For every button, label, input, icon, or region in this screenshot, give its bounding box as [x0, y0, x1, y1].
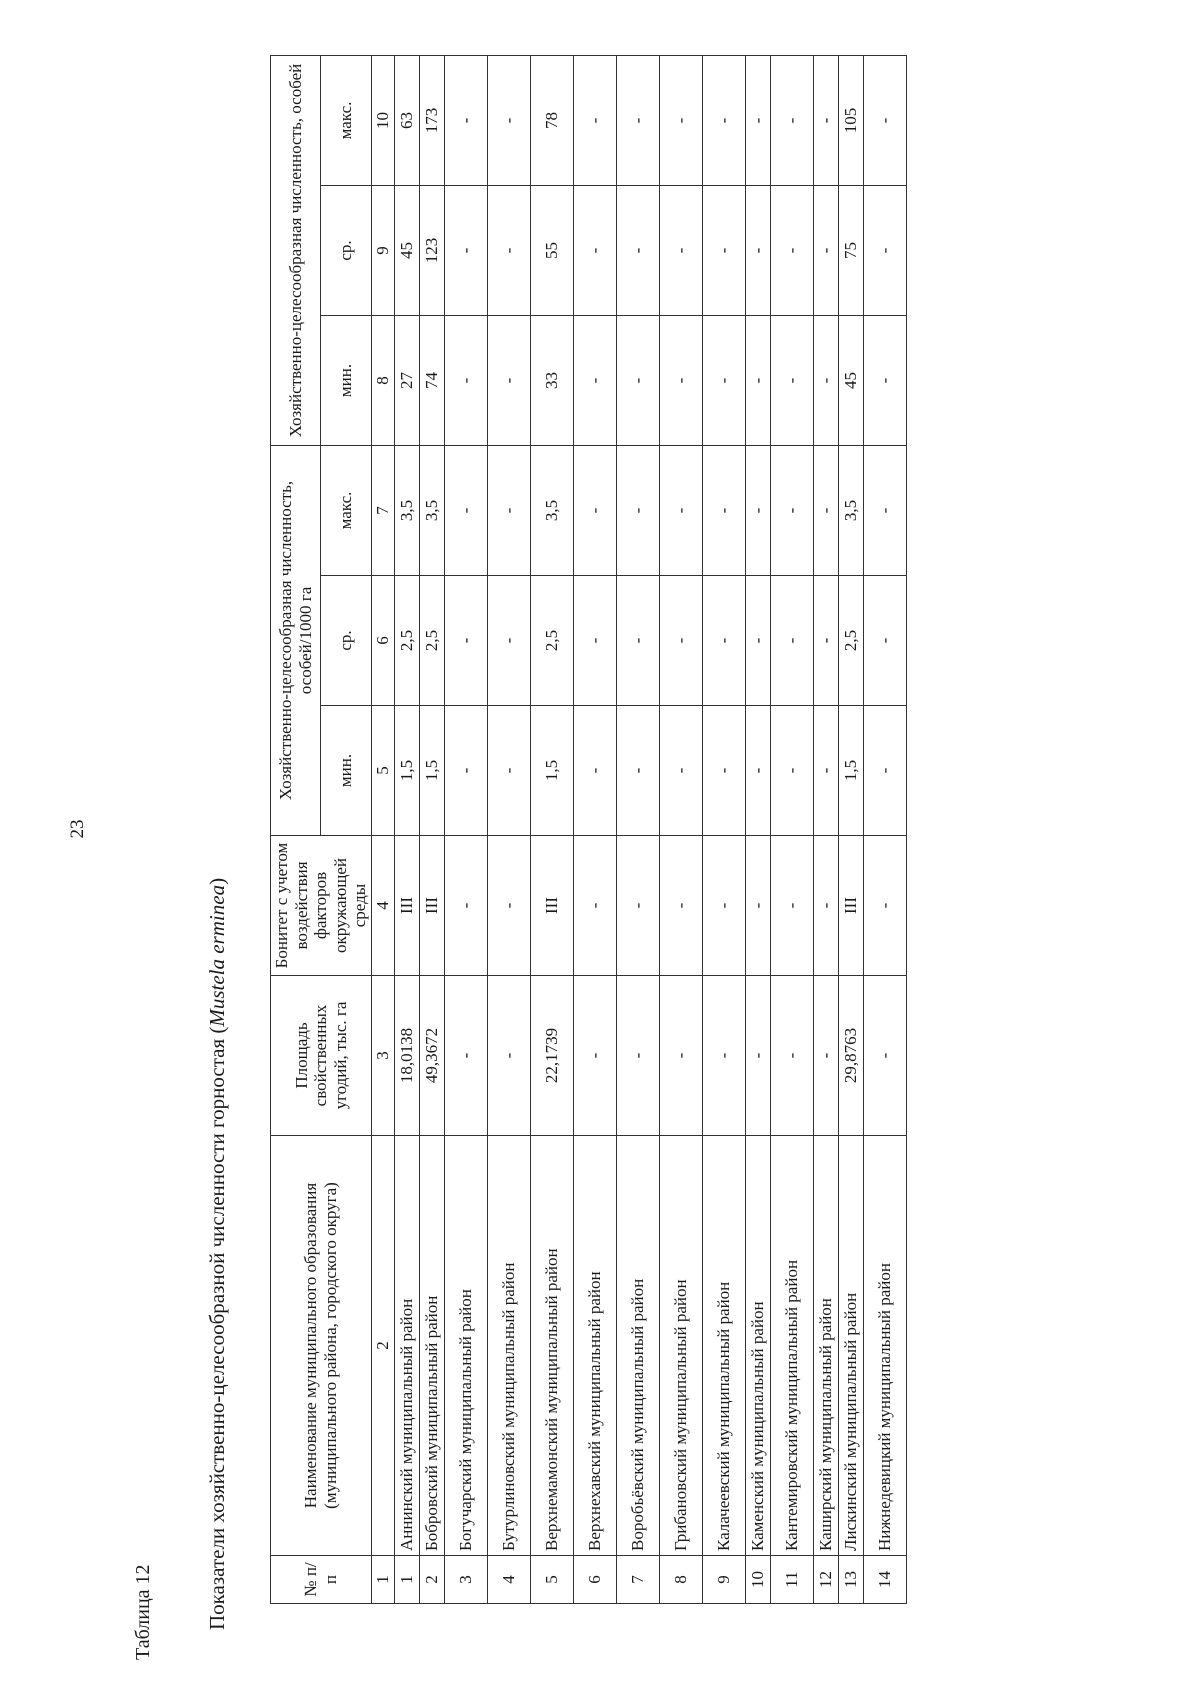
cell-bonitet: - — [444, 836, 487, 976]
cell-density-min: - — [487, 706, 530, 836]
cell-density-max: - — [659, 446, 702, 576]
cell-name: Каширский муниципальный район — [813, 1136, 838, 1556]
cell-bonitet: - — [487, 836, 530, 976]
cell-num: 8 — [659, 1556, 702, 1604]
cell-name: Бобровский муниципальный район — [419, 1136, 444, 1556]
cell-num: 9 — [702, 1556, 745, 1604]
cell-num: 12 — [813, 1556, 838, 1604]
cell-density-min: - — [745, 706, 770, 836]
cell-density-avg: - — [813, 576, 838, 706]
cell-count-min: - — [770, 316, 813, 446]
cell-density-avg: - — [573, 576, 616, 706]
table-row — [573, 55, 616, 1603]
title-suffix: ) — [205, 877, 229, 885]
cell-count-min: - — [444, 316, 487, 446]
column-number: 2 — [371, 1136, 394, 1556]
cell-num: 2 — [419, 1556, 444, 1604]
table-row — [394, 55, 419, 1603]
cell-name: Лискинский муниципальный район — [838, 1136, 863, 1556]
header-count-avg: ср. — [321, 186, 371, 316]
table-sheet — [270, 56, 970, 1604]
cell-area: 29,8763 — [838, 976, 863, 1136]
header-density-max: макс. — [321, 446, 371, 576]
column-number: 6 — [371, 576, 394, 706]
cell-num: 11 — [770, 1556, 813, 1604]
cell-bonitet: - — [573, 836, 616, 976]
cell-count-avg: - — [863, 186, 906, 316]
cell-density-min: - — [702, 706, 745, 836]
cell-count-max: 173 — [419, 55, 444, 185]
cell-name: Нижнедевицкий муниципальный район — [863, 1136, 906, 1556]
cell-count-max: - — [487, 55, 530, 185]
cell-count-max: - — [616, 55, 659, 185]
cell-density-avg: - — [745, 576, 770, 706]
cell-density-min: - — [813, 706, 838, 836]
cell-density-min: - — [770, 706, 813, 836]
column-number: 1 — [371, 1556, 394, 1604]
column-number: 5 — [371, 706, 394, 836]
table-row — [745, 55, 770, 1603]
cell-density-min: - — [573, 706, 616, 836]
cell-density-avg: 2,5 — [838, 576, 863, 706]
cell-density-max: - — [573, 446, 616, 576]
cell-area: 18,0138 — [394, 976, 419, 1136]
cell-count-min: - — [659, 316, 702, 446]
cell-count-min: 27 — [394, 316, 419, 446]
title-latin: Mustela erminea — [205, 884, 229, 1027]
cell-count-max: - — [573, 55, 616, 185]
cell-area: - — [770, 976, 813, 1136]
table-title-text — [205, 878, 230, 1630]
cell-density-avg: - — [487, 576, 530, 706]
cell-density-min: 1,5 — [838, 706, 863, 836]
cell-bonitet: III — [419, 836, 444, 976]
cell-density-min: - — [444, 706, 487, 836]
table-row — [487, 55, 530, 1603]
cell-count-avg: - — [813, 186, 838, 316]
cell-count-avg: 45 — [394, 186, 419, 316]
cell-density-avg: - — [770, 576, 813, 706]
cell-density-avg: - — [444, 576, 487, 706]
cell-count-avg: - — [487, 186, 530, 316]
cell-count-avg: - — [770, 186, 813, 316]
header-density-min: мин. — [321, 706, 371, 836]
cell-name: Аннинский муниципальный район — [394, 1136, 419, 1556]
cell-num: 14 — [863, 1556, 906, 1604]
cell-area: - — [573, 976, 616, 1136]
cell-density-avg: - — [863, 576, 906, 706]
cell-density-max: - — [487, 446, 530, 576]
cell-area: - — [444, 976, 487, 1136]
cell-count-min: - — [745, 316, 770, 446]
cell-area: - — [813, 976, 838, 1136]
header-count-max: макс. — [321, 55, 371, 185]
cell-bonitet: - — [702, 836, 745, 976]
cell-density-max: 3,5 — [419, 446, 444, 576]
table-row — [813, 55, 838, 1603]
cell-area: - — [863, 976, 906, 1136]
table-row — [419, 55, 444, 1603]
cell-count-max: 63 — [394, 55, 419, 185]
cell-bonitet: III — [394, 836, 419, 976]
cell-num: 7 — [616, 1556, 659, 1604]
cell-density-max: - — [863, 446, 906, 576]
header-area: Площадь свойственных угодий, тыс. га — [271, 976, 372, 1136]
cell-count-min: - — [863, 316, 906, 446]
column-number: 4 — [371, 836, 394, 976]
table-row — [616, 55, 659, 1603]
header-count-group: Хозяйственно-целесообразная численность, особей — [271, 55, 321, 445]
cell-area: - — [702, 976, 745, 1136]
header-density-group: Хозяйственно-целесообразная численность, особей/1000 га — [271, 446, 321, 836]
cell-name: Бутурлиновский муниципальный район — [487, 1136, 530, 1556]
cell-name: Верхнемамонский муниципальный район — [530, 1136, 573, 1556]
cell-density-max: - — [813, 446, 838, 576]
cell-area: - — [487, 976, 530, 1136]
cell-name: Калачеевский муниципальный район — [702, 1136, 745, 1556]
cell-bonitet: - — [659, 836, 702, 976]
column-number: 9 — [371, 186, 394, 316]
cell-density-min: 1,5 — [530, 706, 573, 836]
cell-area: - — [659, 976, 702, 1136]
cell-count-min: 33 — [530, 316, 573, 446]
table-label: Таблица 12 — [132, 1564, 154, 1660]
cell-density-avg: 2,5 — [394, 576, 419, 706]
cell-count-max: - — [813, 55, 838, 185]
cell-count-avg: - — [616, 186, 659, 316]
cell-area: 22,1739 — [530, 976, 573, 1136]
column-number: 8 — [371, 316, 394, 446]
header-bonitet: Бонитет с учетом воздействия факторов окружающей среды — [271, 836, 372, 976]
cell-num: 1 — [394, 1556, 419, 1604]
cell-count-max: - — [702, 55, 745, 185]
cell-count-max: - — [444, 55, 487, 185]
cell-area: 49,3672 — [419, 976, 444, 1136]
title-prefix: Показатели хозяйственно-целесообразной численности горностая ( — [205, 1026, 229, 1630]
table-row — [659, 55, 702, 1603]
cell-num: 4 — [487, 1556, 530, 1604]
cell-count-max: 105 — [838, 55, 863, 185]
cell-bonitet: - — [813, 836, 838, 976]
table-row — [770, 55, 813, 1603]
column-number: 3 — [371, 976, 394, 1136]
table-row — [838, 55, 863, 1603]
cell-bonitet: - — [863, 836, 906, 976]
header-name: Наименование муниципального образования (муниципального района, городского округа) — [271, 1136, 372, 1556]
table-row — [530, 55, 573, 1603]
cell-density-max: 3,5 — [530, 446, 573, 576]
cell-density-max: - — [702, 446, 745, 576]
table-row — [702, 55, 745, 1603]
column-number: 10 — [371, 55, 394, 185]
table-body — [371, 55, 906, 1603]
cell-name: Каменский муниципальный район — [745, 1136, 770, 1556]
cell-density-max: - — [770, 446, 813, 576]
cell-density-min: 1,5 — [394, 706, 419, 836]
cell-bonitet: III — [838, 836, 863, 976]
cell-density-avg: - — [616, 576, 659, 706]
cell-count-avg: 55 — [530, 186, 573, 316]
cell-bonitet: - — [616, 836, 659, 976]
cell-name: Богучарский муниципальный район — [444, 1136, 487, 1556]
column-number-row — [371, 55, 394, 1603]
cell-density-min: - — [616, 706, 659, 836]
cell-density-avg: 2,5 — [419, 576, 444, 706]
cell-density-max: - — [616, 446, 659, 576]
cell-density-min: - — [659, 706, 702, 836]
cell-count-avg: - — [745, 186, 770, 316]
cell-density-max: 3,5 — [838, 446, 863, 576]
cell-count-max: - — [770, 55, 813, 185]
column-number: 7 — [371, 446, 394, 576]
table-row — [444, 55, 487, 1603]
cell-count-avg: - — [659, 186, 702, 316]
header-row-main — [271, 55, 321, 1603]
cell-num: 6 — [573, 1556, 616, 1604]
stoat-population-table — [270, 55, 907, 1604]
cell-name: Верхнехавский муниципальный район — [573, 1136, 616, 1556]
cell-num: 3 — [444, 1556, 487, 1604]
cell-density-max: 3,5 — [394, 446, 419, 576]
header-num: № п/п — [271, 1556, 372, 1604]
cell-count-avg: - — [573, 186, 616, 316]
cell-name: Воробьёвский муниципальный район — [616, 1136, 659, 1556]
cell-count-avg: - — [702, 186, 745, 316]
cell-num: 13 — [838, 1556, 863, 1604]
cell-count-min: - — [487, 316, 530, 446]
cell-density-avg: - — [702, 576, 745, 706]
cell-bonitet: - — [745, 836, 770, 976]
cell-density-max: - — [444, 446, 487, 576]
cell-area: - — [745, 976, 770, 1136]
page-number: 23 — [67, 819, 88, 839]
cell-density-avg: - — [659, 576, 702, 706]
cell-count-max: - — [863, 55, 906, 185]
cell-area: - — [616, 976, 659, 1136]
cell-bonitet: - — [770, 836, 813, 976]
table-row — [863, 55, 906, 1603]
cell-count-min: 45 — [838, 316, 863, 446]
cell-count-avg: - — [444, 186, 487, 316]
cell-count-min: 74 — [419, 316, 444, 446]
cell-count-max: 78 — [530, 55, 573, 185]
cell-count-max: - — [745, 55, 770, 185]
cell-count-max: - — [659, 55, 702, 185]
cell-num: 5 — [530, 1556, 573, 1604]
cell-density-avg: 2,5 — [530, 576, 573, 706]
cell-count-avg: 75 — [838, 186, 863, 316]
cell-density-min: 1,5 — [419, 706, 444, 836]
cell-count-min: - — [573, 316, 616, 446]
cell-count-min: - — [813, 316, 838, 446]
cell-name: Грибановский муниципальный район — [659, 1136, 702, 1556]
cell-density-max: - — [745, 446, 770, 576]
header-density-avg: ср. — [321, 576, 371, 706]
cell-name: Кантемировский муниципальный район — [770, 1136, 813, 1556]
cell-count-min: - — [616, 316, 659, 446]
cell-count-min: - — [702, 316, 745, 446]
cell-num: 10 — [745, 1556, 770, 1604]
cell-density-min: - — [863, 706, 906, 836]
cell-count-avg: 123 — [419, 186, 444, 316]
cell-bonitet: III — [530, 836, 573, 976]
header-count-min: мин. — [321, 316, 371, 446]
